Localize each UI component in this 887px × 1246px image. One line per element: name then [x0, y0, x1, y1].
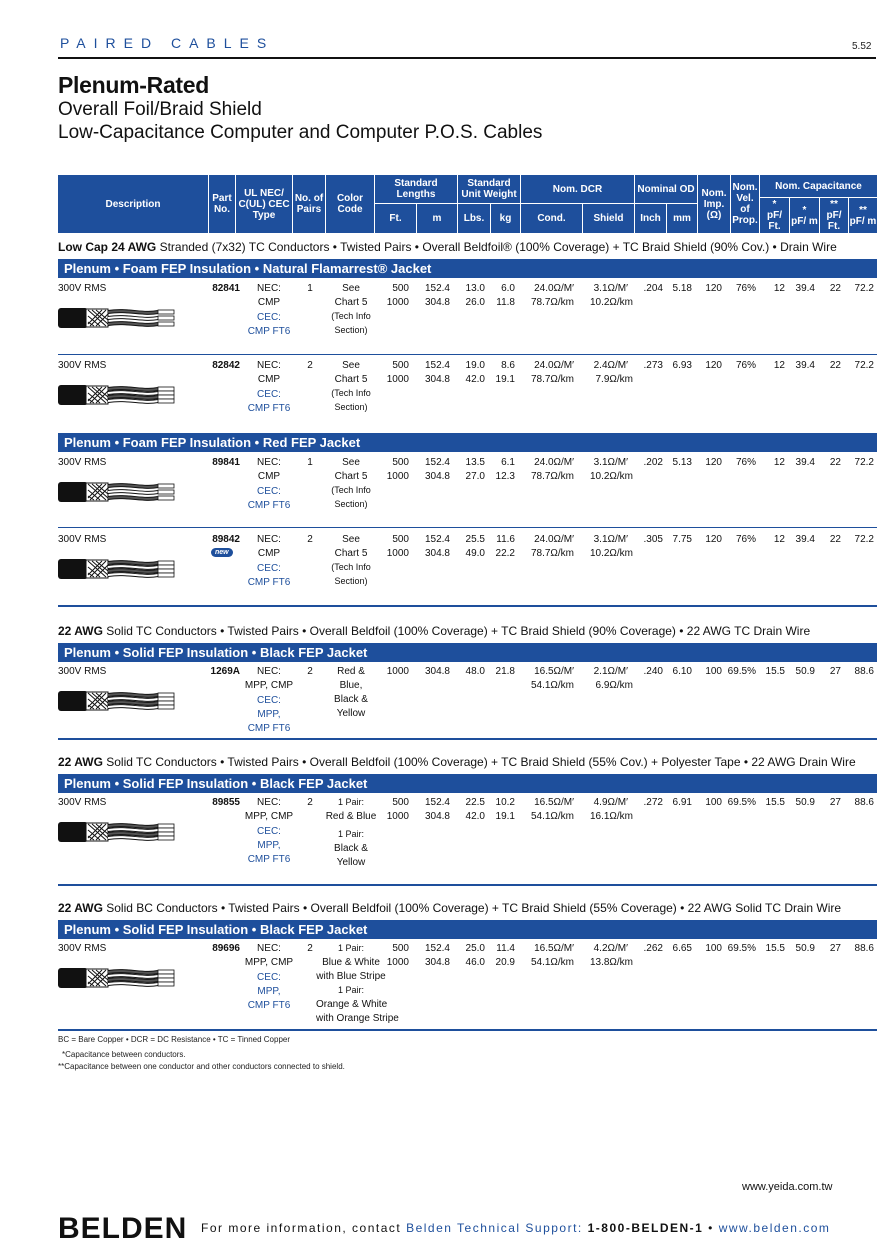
new-badge: new — [211, 548, 233, 557]
row-weight-kg: 11.4 — [496, 943, 515, 954]
row-color-code: Section) — [334, 402, 368, 412]
row-weight-lbs: 13.5 — [465, 457, 485, 468]
row-velocity: 76% — [735, 457, 756, 468]
row-length-ft-2: 1000 — [386, 374, 409, 385]
row-length-m-2: 304.8 — [424, 374, 450, 385]
row-dcr-shield-2: 10.2Ω/km — [589, 471, 633, 482]
row-cap-pf-ft-1: 15.5 — [765, 943, 785, 954]
header-rule — [58, 57, 876, 59]
row-impedance: 100 — [705, 797, 722, 808]
row-cec-label: CEC: — [257, 972, 281, 983]
row-length-ft-2: 1000 — [386, 957, 409, 968]
row-weight-kg-2: 12.3 — [495, 471, 515, 482]
section-1-band-2: Plenum • Foam FEP Insulation • Red FEP Jacket — [58, 433, 877, 452]
row-color-code: (Tech Info — [331, 485, 371, 495]
row-length-ft: 500 — [392, 943, 409, 954]
row-cap-pf-m-1: 39.4 — [795, 360, 815, 371]
section-rule — [58, 738, 877, 740]
belden-web-link[interactable]: www.belden.com — [718, 1221, 831, 1235]
row-nec-label: NEC: — [257, 534, 281, 545]
row-cap-pf-m-1: 39.4 — [795, 457, 815, 468]
row-color-code: Black & — [334, 694, 368, 705]
row-part-number: 89842 — [212, 534, 240, 545]
row-dcr-shield: 4.2Ω/M′ — [593, 943, 628, 954]
row-cap-pf-ft-2: 22 — [829, 534, 841, 545]
row-od-mm: 7.75 — [672, 534, 692, 545]
row-dcr-shield: 3.1Ω/M′ — [593, 457, 628, 468]
row-weight-lbs: 25.5 — [465, 534, 485, 545]
row-cec-type: MPP, — [257, 840, 281, 851]
row-length-m: 152.4 — [424, 943, 450, 954]
row-impedance: 120 — [705, 534, 722, 545]
row-weight-kg-2: 19.1 — [495, 811, 515, 822]
row-length-ft: 500 — [392, 283, 409, 294]
col-cap-pf-m-1: * pF/ m — [791, 204, 818, 227]
col-dcr-cond: Cond. — [537, 213, 566, 224]
row-nec-type: CMP — [257, 297, 281, 308]
row-cap-pf-ft-2: 27 — [829, 943, 841, 954]
page-subtitle-2: Low-Capacitance Computer and Computer P.O.S. Cables — [58, 122, 543, 143]
row-nec-label: NEC: — [257, 360, 281, 371]
row-length-m: 152.4 — [424, 360, 450, 371]
row-weight-kg-2: 19.1 — [495, 374, 515, 385]
row-color-code: Red & Blue — [325, 811, 377, 822]
capacitance-note-1: *Capacitance between conductors. — [62, 1050, 186, 1059]
row-od-mm: 6.65 — [672, 943, 692, 954]
row-velocity: 76% — [735, 360, 756, 371]
cable-illustration — [58, 300, 178, 336]
col-pairs: No. of Pairs — [294, 193, 324, 215]
row-cec-type: CMP FT6 — [247, 500, 291, 511]
row-cap-pf-m-2: 72.2 — [854, 360, 874, 371]
row-weight-lbs-2: 49.0 — [465, 548, 485, 559]
row-dcr-cond: 16.5Ω/M′ — [534, 797, 574, 808]
row-cec-type: CMP FT6 — [247, 326, 291, 337]
row-part-number: 82842 — [212, 360, 240, 371]
row-color-code: Black & — [334, 843, 368, 854]
row-velocity: 76% — [735, 534, 756, 545]
row-dcr-shield-2: 16.1Ω/km — [589, 811, 633, 822]
section-rule — [58, 884, 877, 886]
row-cec-label: CEC: — [257, 826, 281, 837]
row-weight-kg: 6.1 — [501, 457, 515, 468]
row-divider — [58, 354, 877, 355]
footer-website-url[interactable]: www.yeida.com.tw — [742, 1181, 833, 1193]
row-length-m-2: 304.8 — [424, 548, 450, 559]
row-color-code: with Blue Stripe — [316, 971, 386, 982]
row-length-ft: 500 — [392, 457, 409, 468]
row-length-m: 304.8 — [424, 666, 450, 677]
row-cap-pf-ft-1: 12 — [773, 457, 785, 468]
row-impedance: 120 — [705, 283, 722, 294]
row-color-code: Chart 5 — [334, 374, 368, 385]
section-rule — [58, 1029, 877, 1031]
row-dcr-cond-2: 78.7Ω/km — [530, 374, 574, 385]
row-length-m: 152.4 — [424, 797, 450, 808]
row-weight-kg-2: 20.9 — [495, 957, 515, 968]
col-od-inch: Inch — [640, 213, 661, 224]
capacitance-note-2: **Capacitance between one conductor and other conductors connected to shield. — [58, 1062, 345, 1071]
row-dcr-shield-2: 6.9Ω/km — [595, 680, 633, 691]
row-cap-pf-ft-2: 27 — [829, 797, 841, 808]
row-cap-pf-ft-1: 12 — [773, 534, 785, 545]
row-color-code: (Tech Info — [331, 388, 371, 398]
row-color-code: (Tech Info — [331, 311, 371, 321]
row-color-code: Chart 5 — [334, 471, 368, 482]
cable-illustration — [58, 551, 178, 587]
row-description: 300V RMS — [58, 360, 107, 371]
page-title: Plenum-Rated — [58, 72, 210, 98]
row-velocity: 69.5% — [727, 943, 756, 954]
row-dcr-cond-2: 78.7Ω/km — [530, 548, 574, 559]
row-od-inch: .262 — [643, 943, 663, 954]
row-color-code: with Orange Stripe — [316, 1013, 399, 1024]
row-od-inch: .204 — [643, 283, 663, 294]
row-weight-kg-2: 22.2 — [495, 548, 515, 559]
row-cec-type-2: CMP FT6 — [247, 854, 291, 865]
row-cap-pf-ft-2: 27 — [829, 666, 841, 677]
row-cap-pf-ft-2: 22 — [829, 360, 841, 371]
page-number: 5.52 — [852, 41, 872, 52]
col-cap-pf-ft-1: * pF/ Ft. — [767, 199, 782, 232]
row-description: 300V RMS — [58, 666, 107, 677]
row-nec-type: MPP, CMP — [244, 811, 294, 822]
cable-illustration — [58, 377, 178, 413]
row-cap-pf-ft-2: 22 — [829, 283, 841, 294]
row-cap-pf-ft-2: 22 — [829, 457, 841, 468]
row-part-number: 1269A — [210, 666, 240, 677]
col-part-no: Part No. — [212, 193, 232, 215]
row-od-inch: .305 — [643, 534, 663, 545]
row-cap-pf-ft-1: 12 — [773, 360, 785, 371]
row-dcr-cond-2: 54.1Ω/km — [530, 680, 574, 691]
row-impedance: 120 — [705, 360, 722, 371]
row-od-inch: .273 — [643, 360, 663, 371]
row-cec-label: CEC: — [257, 312, 281, 323]
row-nec-label: NEC: — [257, 797, 281, 808]
row-cap-pf-m-1: 50.9 — [795, 943, 815, 954]
row-cec-type-2: CMP FT6 — [247, 723, 291, 734]
row-length-ft-2: 1000 — [386, 548, 409, 559]
section-4-band: Plenum • Solid FEP Insulation • Black FEP Jacket — [58, 920, 877, 939]
col-nom-vel: Nom. Vel. of Prop. — [732, 182, 758, 226]
row-dcr-shield: 4.9Ω/M′ — [593, 797, 628, 808]
footer-contact: For more information, contact Belden Technical Support: 1-800-BELDEN-1 • www.belden.com — [201, 1221, 831, 1235]
cable-illustration — [58, 474, 178, 510]
row-length-m-2: 304.8 — [424, 811, 450, 822]
row-cec-type: CMP FT6 — [247, 403, 291, 414]
cable-illustration — [58, 814, 178, 850]
abbreviations-note: BC = Bare Copper • DCR = DC Resistance • TC = Tinned Copper — [58, 1035, 290, 1044]
row-length-m-2: 304.8 — [424, 297, 450, 308]
row-dcr-cond: 24.0Ω/M′ — [534, 360, 574, 371]
row-dcr-cond-2: 78.7Ω/km — [530, 297, 574, 308]
row-velocity: 69.5% — [727, 666, 756, 677]
row-od-inch: .202 — [643, 457, 663, 468]
col-nom-dcr: Nom. DCR — [552, 183, 603, 195]
row-dcr-cond: 24.0Ω/M′ — [534, 283, 574, 294]
row-part-number: 89696 — [212, 943, 240, 954]
row-weight-kg: 8.6 — [501, 360, 515, 371]
row-length-m-2: 304.8 — [424, 957, 450, 968]
row-weight-lbs-2: 46.0 — [465, 957, 485, 968]
row-weight-lbs-2: 42.0 — [465, 374, 485, 385]
row-weight-kg: 10.2 — [495, 797, 515, 808]
row-color-code: Chart 5 — [334, 297, 368, 308]
row-pairs: 2 — [307, 534, 313, 545]
row-od-mm: 6.10 — [672, 666, 692, 677]
row-cap-pf-ft-1: 15.5 — [765, 666, 785, 677]
section-4-title: 22 AWG Solid BC Conductors • Twisted Pairs • Overall Beldfoil (100% Coverage) + TC Braid Shield (55% Coverage) • 22 AWG Solid TC Drain Wire — [58, 901, 842, 915]
row-length-m: 152.4 — [424, 283, 450, 294]
row-impedance: 100 — [705, 943, 722, 954]
row-color-code: See — [342, 283, 360, 294]
row-weight-kg: 11.6 — [496, 534, 515, 545]
row-nec-type: CMP — [257, 548, 281, 559]
row-cap-pf-m-1: 50.9 — [795, 797, 815, 808]
col-od-mm: mm — [673, 213, 691, 224]
row-weight-lbs-2: 27.0 — [465, 471, 485, 482]
row-velocity: 69.5% — [727, 797, 756, 808]
row-cec-type: MPP, — [257, 709, 281, 720]
col-color-code: Color Code — [336, 193, 364, 215]
row-description: 300V RMS — [58, 797, 107, 808]
col-ul-type: UL NEC/ C(UL) CEC Type — [238, 187, 290, 221]
row-pairs: 1 — [307, 283, 313, 294]
col-std-lengths: Standard Lengths — [394, 178, 438, 200]
row-cap-pf-m-1: 39.4 — [795, 534, 815, 545]
row-od-mm: 5.18 — [672, 283, 692, 294]
row-cap-pf-ft-1: 15.5 — [765, 797, 785, 808]
row-color-code: 1 Pair: — [337, 985, 364, 995]
row-pairs: 2 — [307, 666, 313, 677]
row-weight-kg: 21.8 — [495, 666, 515, 677]
row-cec-label: CEC: — [257, 486, 281, 497]
row-dcr-cond-2: 78.7Ω/km — [530, 471, 574, 482]
table-header — [58, 175, 877, 233]
row-nec-label: NEC: — [257, 457, 281, 468]
row-weight-lbs: 13.0 — [465, 283, 485, 294]
row-length-m: 152.4 — [424, 457, 450, 468]
row-part-number: 89841 — [212, 457, 240, 468]
row-pairs: 2 — [307, 360, 313, 371]
row-dcr-cond-2: 54.1Ω/km — [530, 811, 574, 822]
row-length-ft-2: 1000 — [386, 811, 409, 822]
col-description: Description — [105, 198, 161, 210]
row-color-code: Blue, — [339, 680, 363, 691]
row-cec-type: CMP FT6 — [247, 577, 291, 588]
row-dcr-cond-2: 54.1Ω/km — [530, 957, 574, 968]
col-cap-pf-ft-2: ** pF/ Ft. — [826, 199, 842, 232]
section-3-band: Plenum • Solid FEP Insulation • Black FEP Jacket — [58, 774, 877, 793]
row-od-inch: .240 — [643, 666, 663, 677]
col-std-len-m: m — [432, 213, 442, 224]
belden-logo: BELDEN — [58, 1212, 188, 1245]
row-cec-type: MPP, — [257, 986, 281, 997]
row-nec-type: CMP — [257, 374, 281, 385]
row-length-ft: 500 — [392, 797, 409, 808]
row-length-m-2: 304.8 — [424, 471, 450, 482]
row-weight-lbs-2: 26.0 — [465, 297, 485, 308]
row-color-code: See — [342, 534, 360, 545]
row-nec-type: MPP, CMP — [244, 957, 294, 968]
page-subtitle-1: Overall Foil/Braid Shield — [58, 99, 262, 120]
row-length-ft: 1000 — [386, 666, 409, 677]
row-od-mm: 5.13 — [672, 457, 692, 468]
row-cec-label: CEC: — [257, 563, 281, 574]
row-weight-kg-2: 11.8 — [496, 297, 515, 308]
row-dcr-shield-2: 10.2Ω/km — [589, 548, 633, 559]
row-weight-lbs: 19.0 — [465, 360, 485, 371]
row-color-code: Section) — [334, 499, 368, 509]
col-nominal-od: Nominal OD — [637, 183, 695, 195]
row-dcr-shield: 2.1Ω/M′ — [593, 666, 628, 677]
row-divider — [58, 527, 877, 528]
col-cap-pf-m-2: ** pF/ m — [849, 204, 877, 227]
row-cec-label: CEC: — [257, 389, 281, 400]
row-dcr-shield-2: 7.9Ω/km — [595, 374, 633, 385]
row-pairs: 2 — [307, 943, 313, 954]
col-nom-imp: Nom. Imp. (Ω) — [701, 187, 727, 221]
col-std-wt-lbs: Lbs. — [463, 213, 485, 224]
row-color-code: Yellow — [336, 708, 366, 719]
row-dcr-cond: 16.5Ω/M′ — [534, 943, 574, 954]
row-description: 300V RMS — [58, 283, 107, 294]
row-weight-kg: 6.0 — [501, 283, 515, 294]
row-color-code: 1 Pair: — [337, 797, 364, 807]
row-length-ft-2: 1000 — [386, 471, 409, 482]
row-part-number: 82841 — [212, 283, 240, 294]
row-color-code: Yellow — [336, 857, 366, 868]
row-color-code: Orange & White — [316, 999, 388, 1010]
row-cap-pf-m-2: 88.6 — [854, 943, 874, 954]
row-cap-pf-m-2: 72.2 — [854, 534, 874, 545]
section-1-band-1: Plenum • Foam FEP Insulation • Natural Flamarrest® Jacket — [58, 259, 877, 278]
row-dcr-cond: 24.0Ω/M′ — [534, 534, 574, 545]
col-std-weight: Standard Unit Weight — [461, 178, 517, 200]
row-color-code: See — [342, 457, 360, 468]
col-nom-capacitance: Nom. Capacitance — [775, 180, 862, 192]
row-od-inch: .272 — [643, 797, 663, 808]
row-cec-label: CEC: — [257, 695, 281, 706]
row-dcr-shield: 3.1Ω/M′ — [593, 283, 628, 294]
row-cap-pf-m-2: 72.2 — [854, 283, 874, 294]
row-nec-type: MPP, CMP — [244, 680, 294, 691]
support-link[interactable]: Belden Technical Support: — [406, 1221, 583, 1235]
row-color-code: 1 Pair: — [337, 829, 364, 839]
row-length-ft-2: 1000 — [386, 297, 409, 308]
row-length-m: 152.4 — [424, 534, 450, 545]
row-cap-pf-m-1: 50.9 — [795, 666, 815, 677]
row-weight-lbs-2: 42.0 — [465, 811, 485, 822]
col-std-len-ft: Ft. — [389, 213, 402, 224]
row-color-code: Section) — [334, 325, 368, 335]
row-color-code: 1 Pair: — [337, 943, 364, 953]
row-weight-lbs: 22.5 — [465, 797, 485, 808]
section-1-title: Low Cap 24 AWG Stranded (7x32) TC Conductors • Twisted Pairs • Overall Beldfoil® (100% Coverage) + TC Braid Shield (90% Cov.) • Drain Wire — [58, 240, 837, 254]
row-description: 300V RMS — [58, 943, 107, 954]
row-description: 300V RMS — [58, 534, 107, 545]
col-std-wt-kg: kg — [499, 213, 512, 224]
row-color-code: (Tech Info — [331, 562, 371, 572]
row-dcr-cond: 16.5Ω/M′ — [534, 666, 574, 677]
row-nec-type: CMP — [257, 471, 281, 482]
row-impedance: 100 — [705, 666, 722, 677]
row-od-mm: 6.93 — [672, 360, 692, 371]
section-2-band: Plenum • Solid FEP Insulation • Black FEP Jacket — [58, 643, 877, 662]
row-color-code: Chart 5 — [334, 548, 368, 559]
section-rule — [58, 605, 877, 607]
row-description: 300V RMS — [58, 457, 107, 468]
row-length-ft: 500 — [392, 360, 409, 371]
section-title: PAIRED CABLES — [60, 35, 275, 51]
row-nec-label: NEC: — [257, 943, 281, 954]
row-weight-lbs: 48.0 — [465, 666, 485, 677]
row-cec-type-2: CMP FT6 — [247, 1000, 291, 1011]
row-nec-label: NEC: — [257, 666, 281, 677]
support-phone: 1-800-BELDEN-1 — [587, 1221, 704, 1235]
row-cap-pf-m-2: 88.6 — [854, 797, 874, 808]
row-dcr-shield: 2.4Ω/M′ — [593, 360, 628, 371]
row-velocity: 76% — [735, 283, 756, 294]
section-2-title: 22 AWG Solid TC Conductors • Twisted Pairs • Overall Beldfoil (100% Coverage) + TC Braid Shield (90% Coverage) • 22 AWG TC Drain Wire — [58, 624, 811, 638]
cable-illustration — [58, 683, 178, 719]
row-dcr-cond: 24.0Ω/M′ — [534, 457, 574, 468]
row-part-number: 89855 — [212, 797, 240, 808]
row-dcr-shield-2: 10.2Ω/km — [589, 297, 633, 308]
row-cap-pf-m-2: 88.6 — [854, 666, 874, 677]
row-cap-pf-m-2: 72.2 — [854, 457, 874, 468]
row-length-ft: 500 — [392, 534, 409, 545]
row-impedance: 120 — [705, 457, 722, 468]
col-dcr-shield: Shield — [593, 213, 624, 224]
row-color-code: Blue & White — [322, 957, 380, 968]
row-color-code: Red & — [337, 666, 365, 677]
row-cap-pf-ft-1: 12 — [773, 283, 785, 294]
section-3-title: 22 AWG Solid TC Conductors • Twisted Pairs • Overall Beldfoil (100% Coverage) + TC Braid Shield (55% Cov.) + Polyester Tape • 22 AWG Drain Wire — [58, 755, 856, 769]
row-dcr-shield: 3.1Ω/M′ — [593, 534, 628, 545]
row-weight-lbs: 25.0 — [465, 943, 485, 954]
row-dcr-shield-2: 13.8Ω/km — [589, 957, 633, 968]
row-color-code: See — [342, 360, 360, 371]
row-color-code: Section) — [334, 576, 368, 586]
cable-illustration — [58, 960, 178, 996]
row-pairs: 1 — [307, 457, 313, 468]
row-nec-label: NEC: — [257, 283, 281, 294]
row-pairs: 2 — [307, 797, 313, 808]
row-od-mm: 6.91 — [672, 797, 692, 808]
row-cap-pf-m-1: 39.4 — [795, 283, 815, 294]
